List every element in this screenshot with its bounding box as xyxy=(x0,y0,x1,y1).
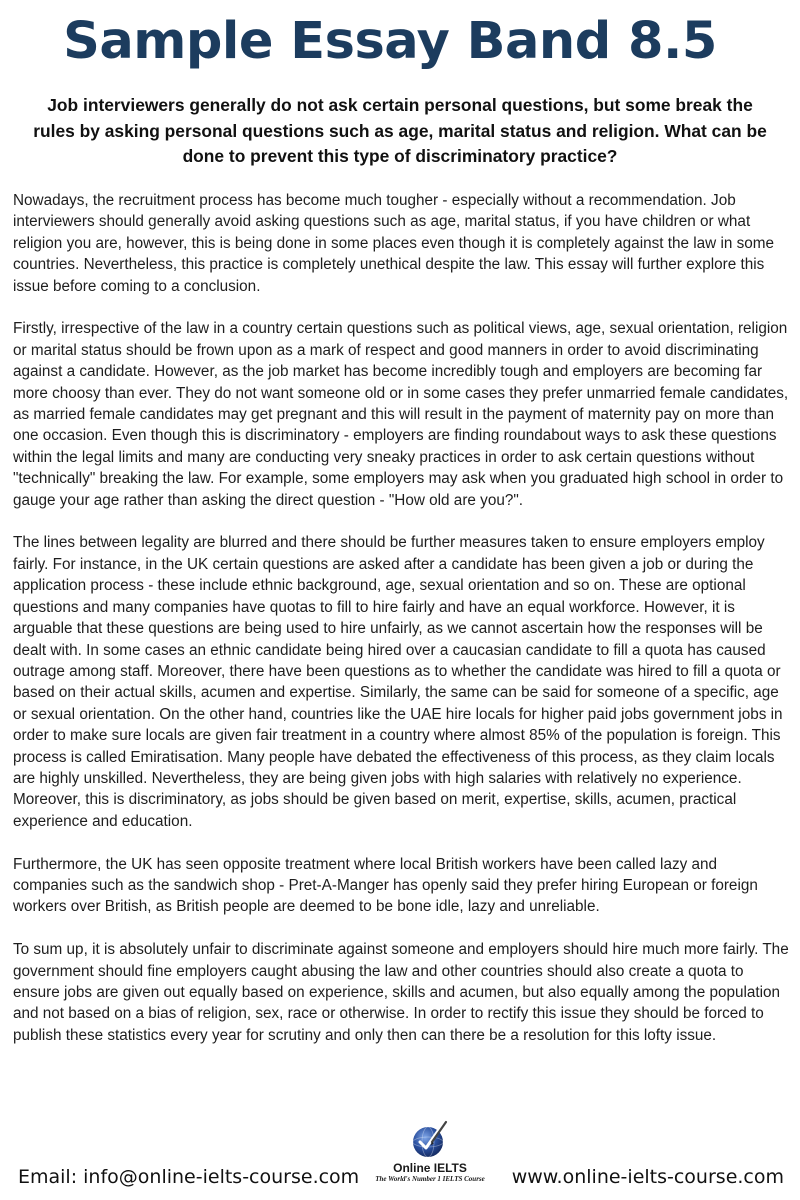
globe-pen-icon xyxy=(408,1120,452,1160)
essay-paragraph-introduction: Nowadays, the recruitment process has become much tougher - especially without a recommendation. Job interviewers should generally avoid asking questions such as age, marital status, if you have children or what religion you are, however, this is being done in some places even though it is completely against the law in some countries. Nevertheless, this practice is completely unethical despite the law. This essay will further explore this issue before coming to a conclusion. xyxy=(13,192,775,295)
footer-website[interactable]: www.online-ielts-course.com xyxy=(511,1166,784,1188)
online-ielts-logo xyxy=(365,1120,495,1198)
footer-email: Email: info@online-ielts-course.com xyxy=(18,1166,360,1188)
logo-tagline: The World's Number 1 IELTS Course xyxy=(375,1175,485,1183)
logo-name: Online IELTS xyxy=(393,1161,467,1175)
essay-paragraph-conclusion: To sum up, it is absolutely unfair to discriminate against someone and employers should hire much more fairly. The government should fine employers caught abusing the law and other countries should also create a quota to ensure jobs are given out equally based on experience, skills and acumen, but also equally among the population and not based on a bias of religion, sex, race or otherwise. In order to rectify this issue they should be forced to publish these statistics every year for scrutiny and only then can there be a resolution for this lofty issue. xyxy=(13,941,789,1044)
essay-paragraph-body-3: Furthermore, the UK has seen opposite treatment where local British workers have been called lazy and companies such as the sandwich shop - Pret-A-Manger has openly said they prefer hiring European or foreign workers over British, as British people are deemed to be bone idle, lazy and unreliable. xyxy=(13,855,758,916)
essay-paragraph-body-2: The lines between legality are blurred and there should be further measures taken to ensure employers employ fairly. For instance, in the UK certain questions are asked after a candidate has been given a job or during the application process - these include ethnic background, age, sexual orientation and so on. These are optional questions and many companies have quotas to fill to hire fairly and have an equal workforce. However, it is arguable that these questions are being used to hire unfairly, as we cannot ascertain how the responses will be dealt with. In some cases an ethnic candidate being hired over a caucasian candidate to fill a quota has caused outrage among staff. Moreover, there have been questions as to whether the candidate was hired to fill a quota or based on their actual skills, acumen and expertise. Similarly, the same can be said for someone of a specific, age or sexual orientation. On the other hand, countries like the UAE hire locals for higher paid jobs government jobs in order to make sure locals are given fair treatment in a country where almost 85% of the population is foreign. This process is called Emiratisation. Many people have debated the effectiveness of this process, as they claim locals are highly unskilled. Nevertheless, they are being given jobs with high salaries with relatively no experience. Moreover, this is discriminatory, as jobs should be given based on merit, expertise, skills, acumen, practical experience and education. xyxy=(13,534,783,830)
page-title: Sample Essay Band 8.5 xyxy=(63,12,717,71)
essay-paragraph-body-1: Firstly, irrespective of the law in a country certain questions such as political views, age, sexual orientation, religion or marital status should be frown upon as a mark of respect and good manners in order to avoid discriminating against a candidate. However, as the job market has become incredibly tough and employers are becoming far more choosy than ever. They do not want someone old or in some cases they prefer unmarried female candidates, as married female candidates may get pregnant and this will result in the payment of maternity pay on more than one occasion. Even though this is discriminatory - employers are finding roundabout ways to ask these questions within the legal limits and many are conducting very sneaky practices in order to ask certain questions without "technically" breaking the law. For example, some employers may ask when you graduated high school in order to gauge your age rather than asking the direct question - "How old are you?". xyxy=(13,320,789,509)
essay-body xyxy=(13,190,791,1068)
essay-question: Job interviewers generally do not ask certain personal questions, but some break the rules by asking personal questions such as age, marital status and religion. What can be done to prevent this type of discriminatory practice? xyxy=(33,95,767,166)
